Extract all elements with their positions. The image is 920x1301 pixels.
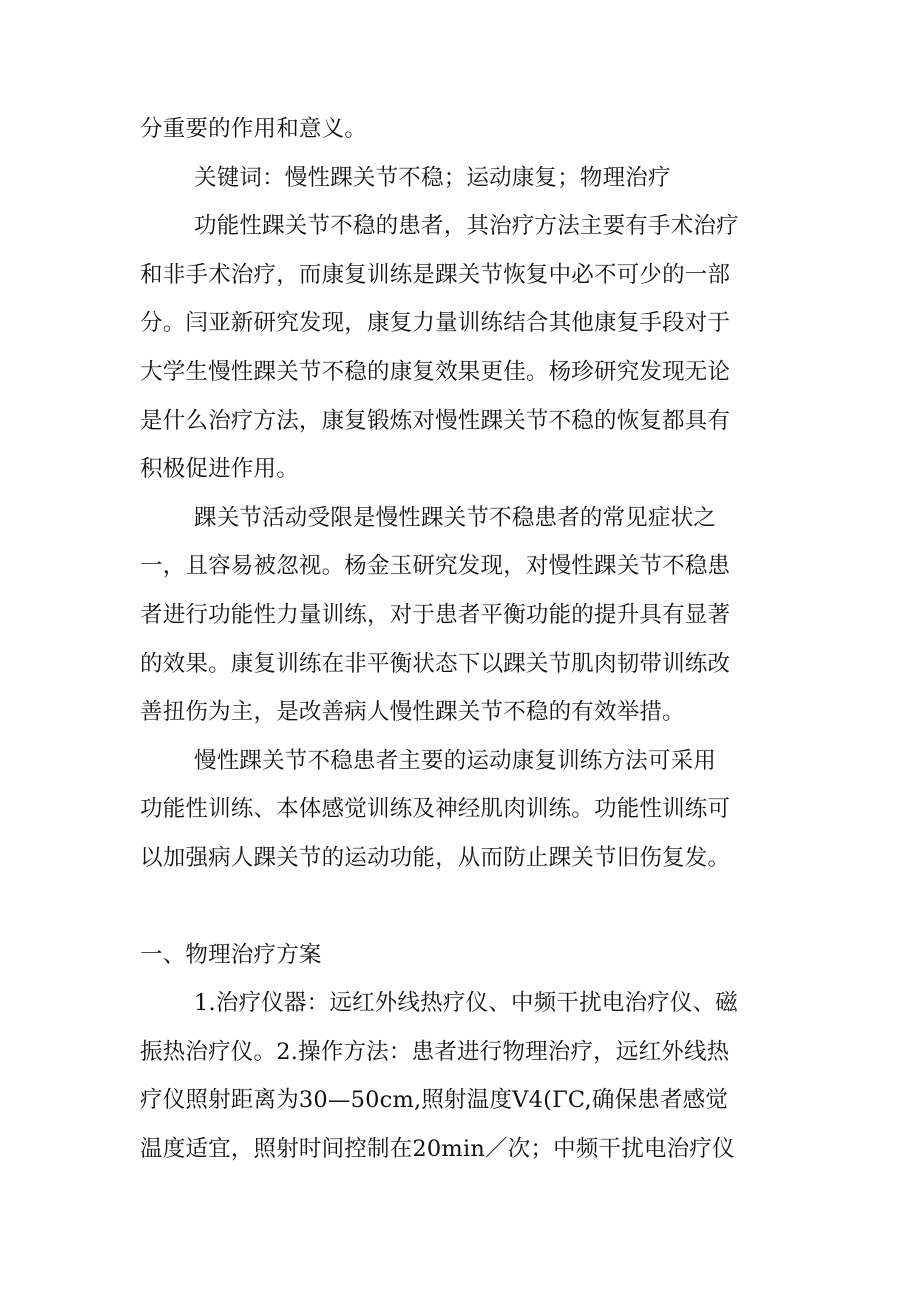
paragraph-line: 疗仪照射距离为30—50cm,照射温度V4(ΓC,确保患者感觉 xyxy=(140,1087,729,1114)
paragraph-line: 分。闫亚新研究发现，康复力量训练结合其他康复手段对于 xyxy=(140,310,731,337)
section-spacer xyxy=(140,883,780,931)
paragraph-line: 一，且容易被忽视。杨金玉研究发现，对慢性踝关节不稳患 xyxy=(140,553,731,580)
paragraph-line: 积极促进作用。 xyxy=(140,456,299,483)
paragraph-line: 的效果。康复训练在非平衡状态下以踝关节肌肉韧带训练改 xyxy=(140,650,731,677)
section-heading: 一、物理治疗方案 xyxy=(140,941,322,968)
paragraph-line: 以加强病人踝关节的运动功能，从而防止踝关节旧伤复发。 xyxy=(140,844,731,871)
paragraph-line: 功能性训练、本体感觉训练及神经肌肉训练。功能性训练可 xyxy=(140,796,731,823)
paragraph-line: 者进行功能性力量训练，对于患者平衡功能的提升具有显著 xyxy=(140,601,731,628)
paragraph-line: 温度适宜，照射时间控制在20min／次；中频干扰电治疗仪 xyxy=(140,1135,735,1162)
keywords-line: 关键词：慢性踝关节不稳；运动康复；物理治疗 xyxy=(194,164,671,191)
paragraph-line: 1.治疗仪器：远红外线热疗仪、中频干扰电治疗仪、磁 xyxy=(194,990,738,1017)
paragraph-line: 善扭伤为主，是改善病人慢性踝关节不稳的有效举措。 xyxy=(140,699,685,726)
paragraph-line: 大学生慢性踝关节不稳的康复效果更佳。杨珍研究发现无论 xyxy=(140,358,731,385)
text-line: 分重要的作用和意义。 xyxy=(140,116,368,142)
paragraph-line: 慢性踝关节不稳患者主要的运动康复训练方法可采用 xyxy=(194,747,717,774)
paragraph-line: 是什么治疗方法，康复锻炼对慢性踝关节不稳的恢复都具有 xyxy=(140,407,731,434)
paragraph-line: 功能性踝关节不稳的患者，其治疗方法主要有手术治疗 xyxy=(194,213,739,240)
paragraph-line: 振热治疗仪。2.操作方法：患者进行物理治疗，远红外线热 xyxy=(140,1038,730,1065)
document-body xyxy=(140,105,780,1173)
paragraph-line: 踝关节活动受限是慢性踝关节不稳患者的常见症状之 xyxy=(194,504,717,531)
paragraph-line: 和非手术治疗，而康复训练是踝关节恢复中必不可少的一部 xyxy=(140,261,731,288)
